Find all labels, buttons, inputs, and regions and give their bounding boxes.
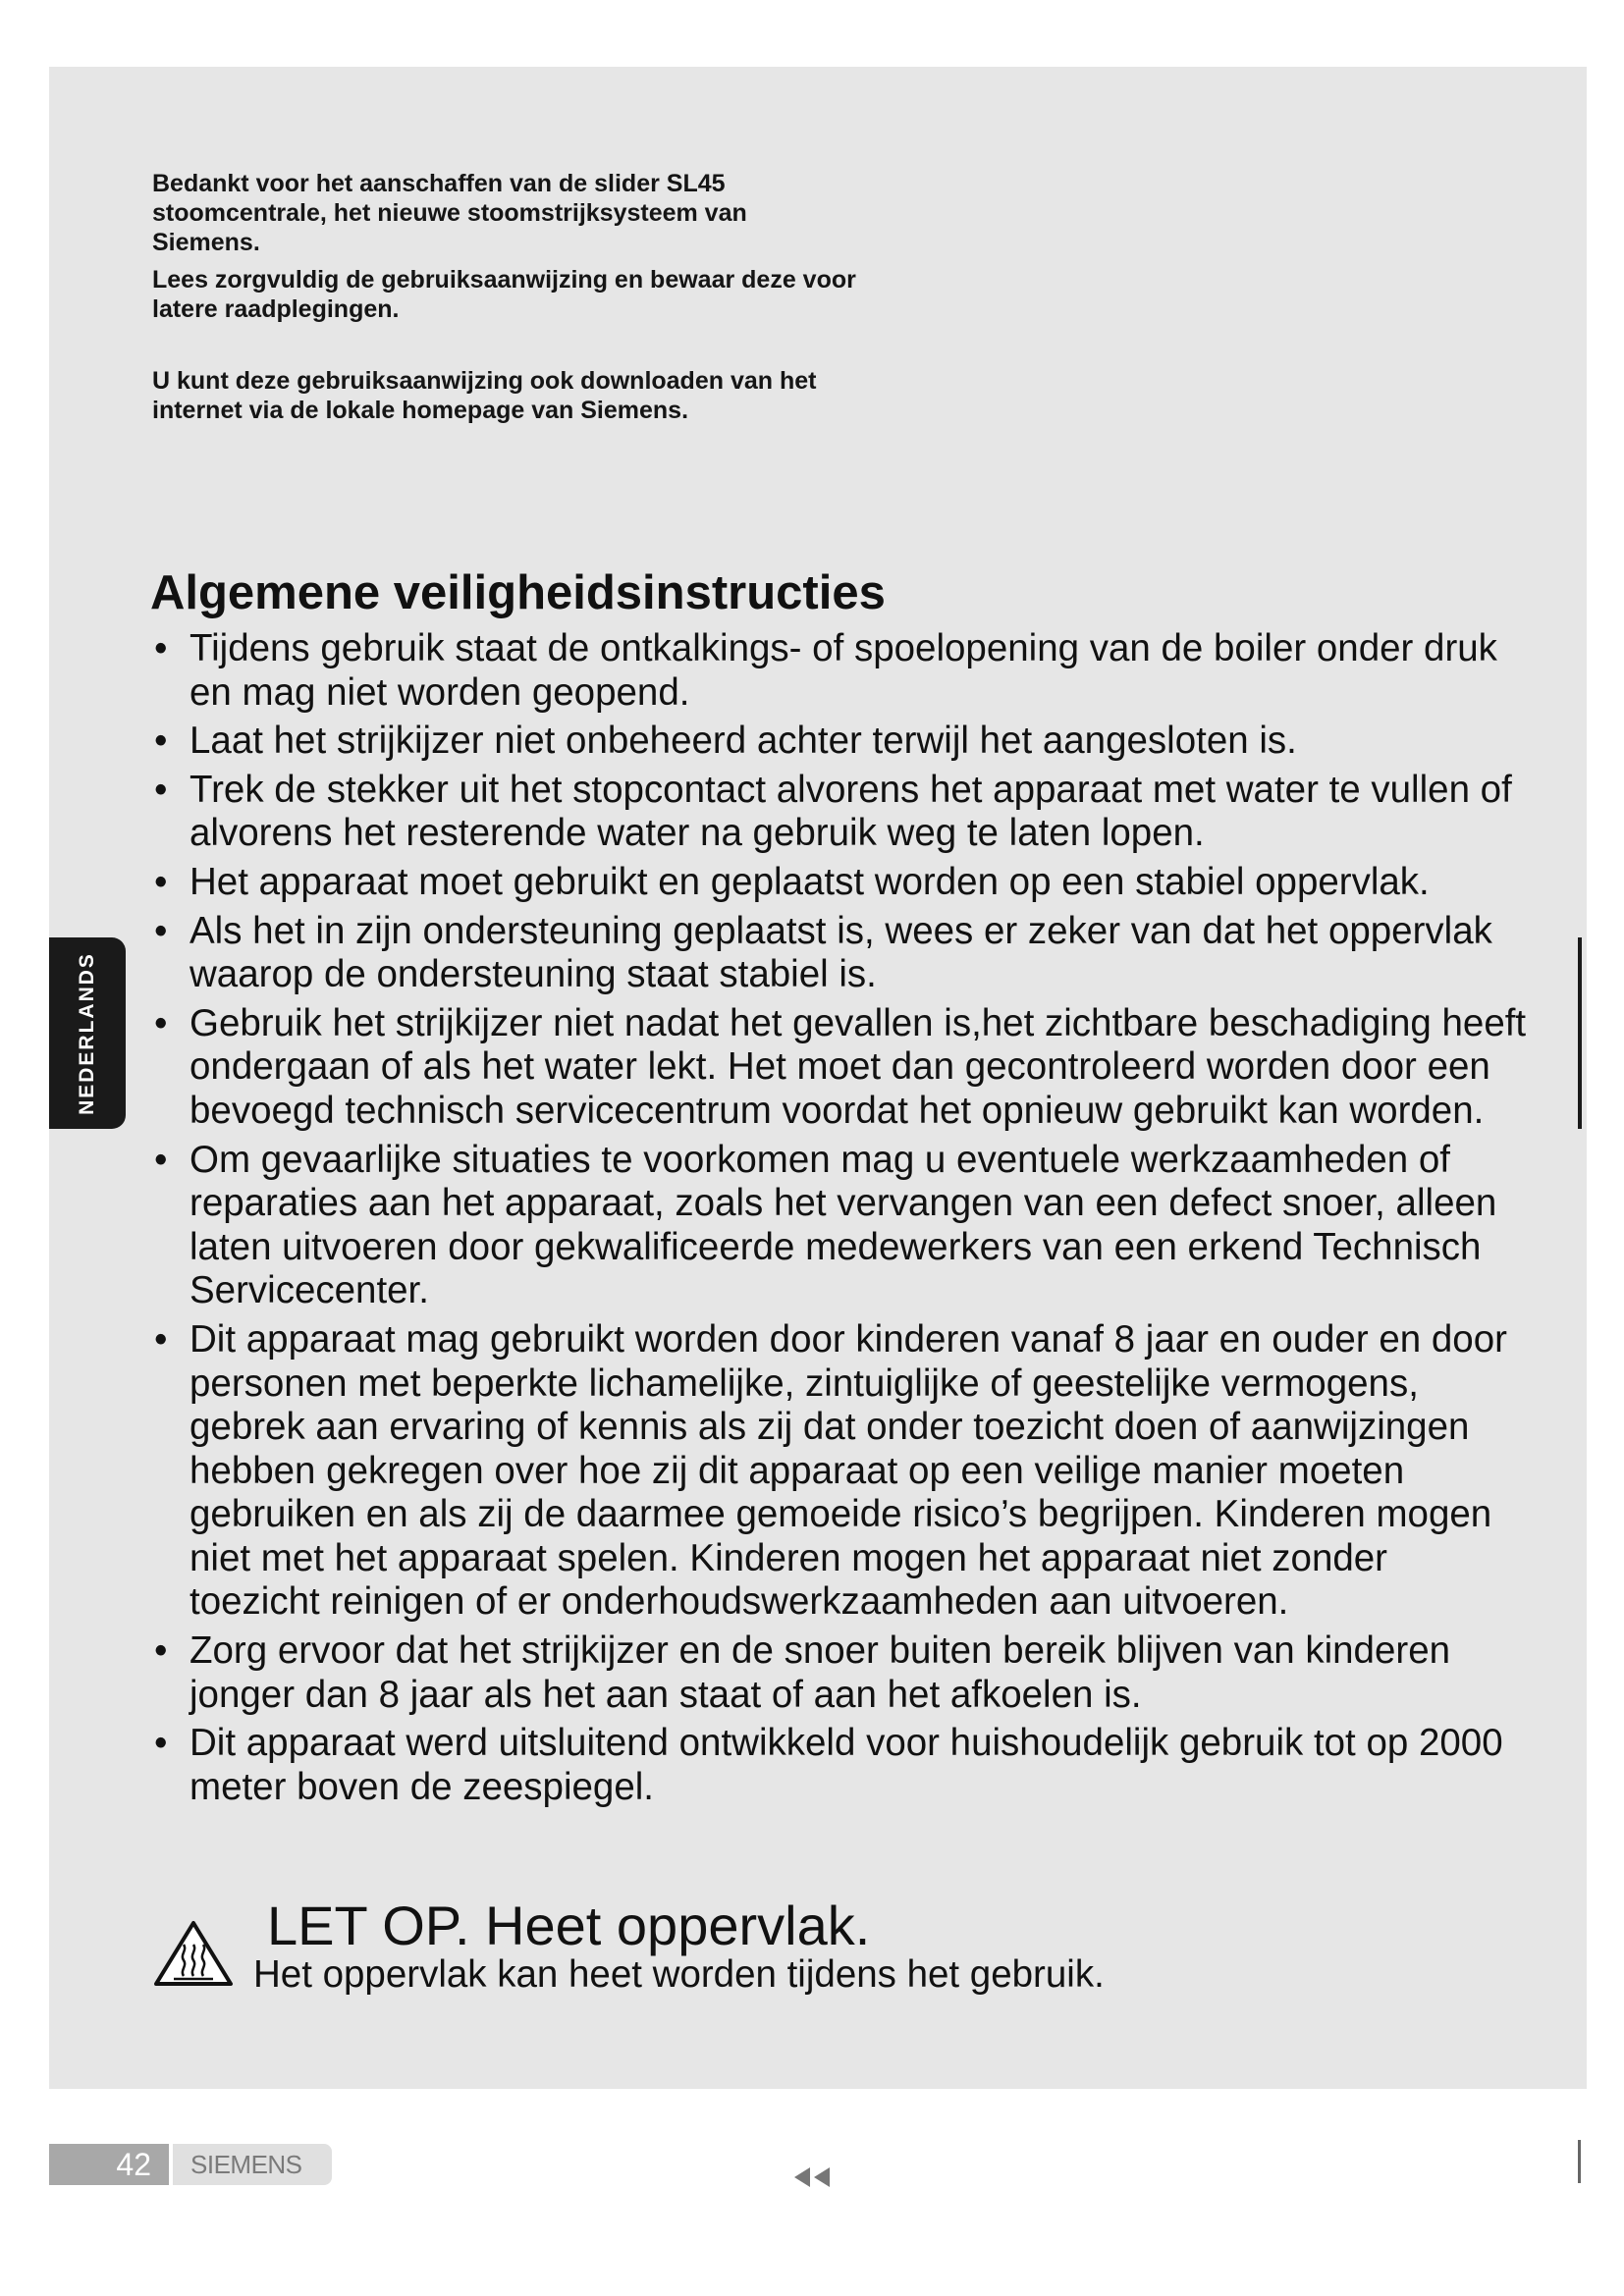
section-title: Algemene veiligheidsinstructies xyxy=(150,566,886,619)
list-item: • Dit apparaat werd uitsluitend ontwikkeld voor huishoudelijk gebruik tot op 2000 meter boven de zeespiegel. xyxy=(152,1722,1527,1809)
margin-marker xyxy=(1578,937,1582,1129)
language-tab xyxy=(49,937,126,1129)
margin-marker-bottom xyxy=(1578,2140,1581,2183)
list-item: • Om gevaarlijke situaties te voorkomen mag u eventuele werkzaamheden of reparaties aan het apparaat, zoals het vervangen van een defect snoer, alleen laten uitvoeren door gekwalificeerde medewerkers van een erkend Technisch Servicecenter. xyxy=(152,1139,1527,1313)
previous-page-icon[interactable] xyxy=(790,2165,834,2189)
list-item: • Trek de stekker uit het stopcontact alvorens het apparaat met water te vullen of alvorens het resterende water na gebruik weg te laten lopen. xyxy=(152,769,1527,856)
warning-text: Het oppervlak kan heet worden tijdens het gebruik. xyxy=(253,1953,1105,1996)
list-item: • Laat het strijkijzer niet onbeheerd achter terwijl het aangesloten is. xyxy=(152,720,1527,764)
list-item: • Als het in zijn ondersteuning geplaatst is, wees er zeker van dat het oppervlak waarop de ondersteuning staat stabiel is. xyxy=(152,910,1527,997)
intro-paragraph-thanks: Bedankt voor het aanschaffen van de slider SL45 stoomcentrale, het nieuwe stoomstrijksysteem van Siemens. xyxy=(152,170,747,256)
list-item: • Dit apparaat mag gebruikt worden door kinderen vanaf 8 jaar en ouder en door personen met beperkte lichamelijke, zintuiglijke of geestelijke vermogens, gebrek aan ervaring of kennis als zij dat onder toezicht doen of aanwijzingen hebben gekregen over hoe zij dit apparaat op een veilige manier moeten gebruiken en als zij de daarmee gemoeide risico’s begrijpen. Kinderen mogen niet met het apparaat spelen. Kinderen mogen het apparaat niet zonder toezicht reinigen of er onderhoudswerkzaamheden aan uitvoeren. xyxy=(152,1318,1527,1625)
page-number: 42 xyxy=(49,2144,169,2185)
intro-paragraph-read: Lees zorgvuldig de gebruiksaanwijzing en bewaar deze voor latere raadplegingen. xyxy=(152,266,856,323)
safety-instructions-list xyxy=(152,627,1527,1814)
list-item: • Zorg ervoor dat het strijkijzer en de snoer buiten bereik blijven van kinderen jonger dan 8 jaar als het aan staat of aan het afkoelen is. xyxy=(152,1629,1527,1717)
warning-title: LET OP. Heet oppervlak. xyxy=(267,1895,871,1956)
list-item: • Gebruik het strijkijzer niet nadat het gevallen is,het zichtbare beschadiging heeft ondergaan of als het water lekt. Het moet dan gecontroleerd worden door een bevoegd technisch servicecentrum voordat het opnieuw gebruikt kan worden. xyxy=(152,1002,1527,1134)
brand-label: SIEMENS xyxy=(173,2144,332,2185)
hot-surface-warning-icon xyxy=(152,1919,235,1988)
language-tab-label: NEDERLANDS xyxy=(76,951,98,1115)
list-item: • Tijdens gebruik staat de ontkalkings- of spoelopening van de boiler onder druk en mag niet worden geopend. xyxy=(152,627,1527,715)
list-item: • Het apparaat moet gebruikt en geplaatst worden op een stabiel oppervlak. xyxy=(152,861,1527,905)
intro-paragraph-download: U kunt deze gebruiksaanwijzing ook downloaden van het internet via de lokale homepage van Siemens. xyxy=(152,367,817,424)
